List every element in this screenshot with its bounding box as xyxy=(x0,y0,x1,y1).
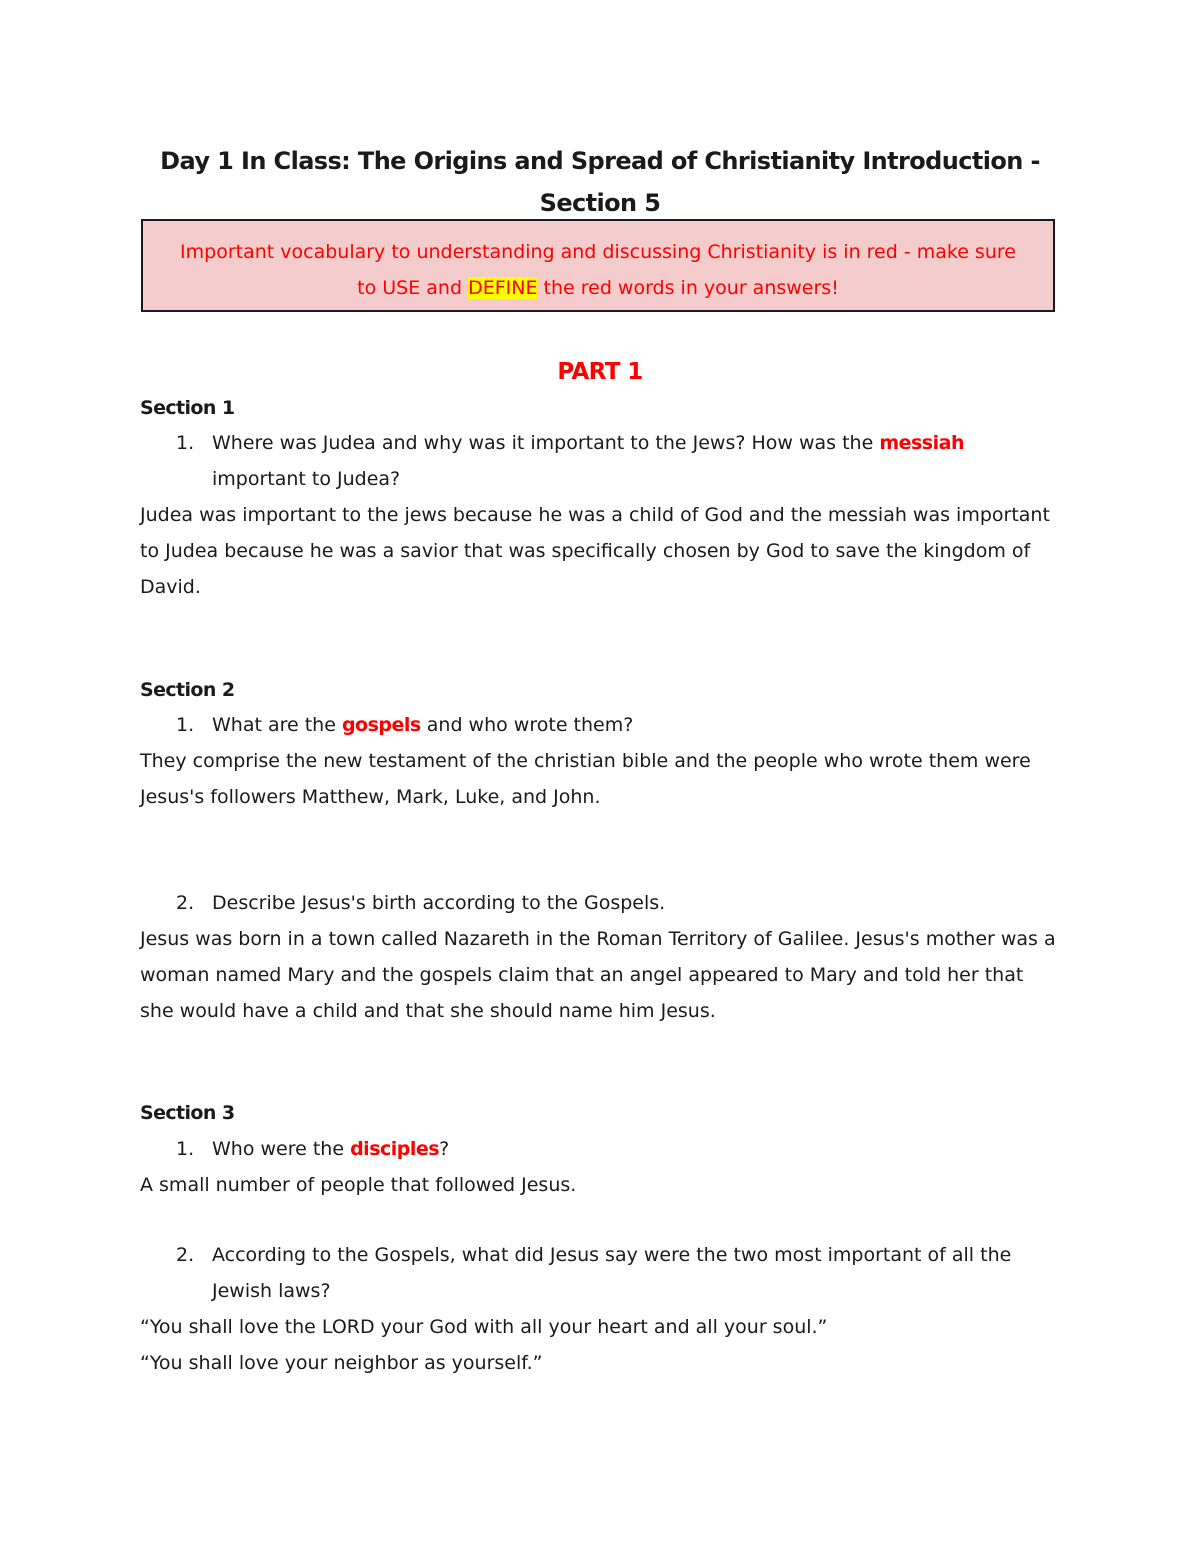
vocab-term-gospels: gospels xyxy=(341,714,421,736)
section-1-question-1 xyxy=(176,425,1056,497)
section-2-heading: Section 2 xyxy=(140,679,235,701)
section-3-answer-2 xyxy=(140,1309,1060,1381)
vocab-term-disciples: disciples xyxy=(350,1138,440,1160)
notice-line-2 xyxy=(143,270,1053,306)
question-number: 1. xyxy=(176,714,195,736)
notice-line-1: Important vocabulary to understanding and discussing Christianity is in red - make sure xyxy=(180,241,1016,263)
question-text xyxy=(176,707,1056,743)
question-text-after: important to Judea? xyxy=(212,468,401,490)
question-number: 2. xyxy=(176,892,195,914)
vocabulary-notice-box xyxy=(141,219,1055,312)
question-text: Describe Jesus's birth according to the Gospels. xyxy=(212,892,666,914)
question-text xyxy=(176,425,1056,497)
section-3-answer-1: A small number of people that followed Jesus. xyxy=(140,1174,577,1196)
section-3-question-1 xyxy=(176,1131,1056,1167)
question-text-after: and who wrote them? xyxy=(420,714,634,736)
question-text-before: Who were the xyxy=(212,1138,351,1160)
part-heading: PART 1 xyxy=(557,359,643,385)
section-2-question-1 xyxy=(176,707,1056,743)
section-1-heading: Section 1 xyxy=(140,397,235,419)
title-line-2: Section 5 xyxy=(539,189,661,217)
vocab-term-messiah: messiah xyxy=(879,432,964,454)
question-text-before: What are the xyxy=(212,714,342,736)
page-title xyxy=(140,140,1060,224)
section-1-answer-1: Judea was important to the jews because he was a child of God and the messiah was important to Judea because he was a savior that was specifically chosen by God to save the kingdom of David. xyxy=(140,504,1050,598)
question-number: 1. xyxy=(176,1138,195,1160)
question-number: 1. xyxy=(176,432,195,454)
question-number: 2. xyxy=(176,1244,195,1266)
question-text xyxy=(176,1131,1056,1167)
answer-line-2: “You shall love your neighbor as yourself.” xyxy=(140,1352,543,1374)
notice-define-highlight: DEFINE xyxy=(468,277,538,299)
section-3-question-2 xyxy=(176,1237,1056,1309)
notice-text-b: to USE and xyxy=(357,277,469,299)
title-line-1: Day 1 In Class: The Origins and Spread of Christianity Introduction - xyxy=(160,147,1040,175)
answer-line-1: “You shall love the LORD your God with all your heart and all your soul.” xyxy=(140,1316,828,1338)
question-text-before: Where was Judea and why was it important to the Jews? How was the xyxy=(212,432,880,454)
section-2-answer-1: They comprise the new testament of the christian bible and the people who wrote them were Jesus's followers Matthew, Mark, Luke, and John. xyxy=(140,750,1031,808)
section-2-answer-2: Jesus was born in a town called Nazareth in the Roman Territory of Galilee. Jesus's mother was a woman named Mary and the gospels claim that an angel appeared to Mary and told her that she would have a child and that she should name him Jesus. xyxy=(140,928,1056,1022)
question-text: According to the Gospels, what did Jesus say were the two most important of all the Jewish laws? xyxy=(212,1244,1012,1302)
question-text-after: ? xyxy=(439,1138,450,1160)
notice-text-c: the red words in your answers! xyxy=(537,277,839,299)
section-2-question-2 xyxy=(176,885,1056,921)
section-3-heading: Section 3 xyxy=(140,1102,235,1124)
